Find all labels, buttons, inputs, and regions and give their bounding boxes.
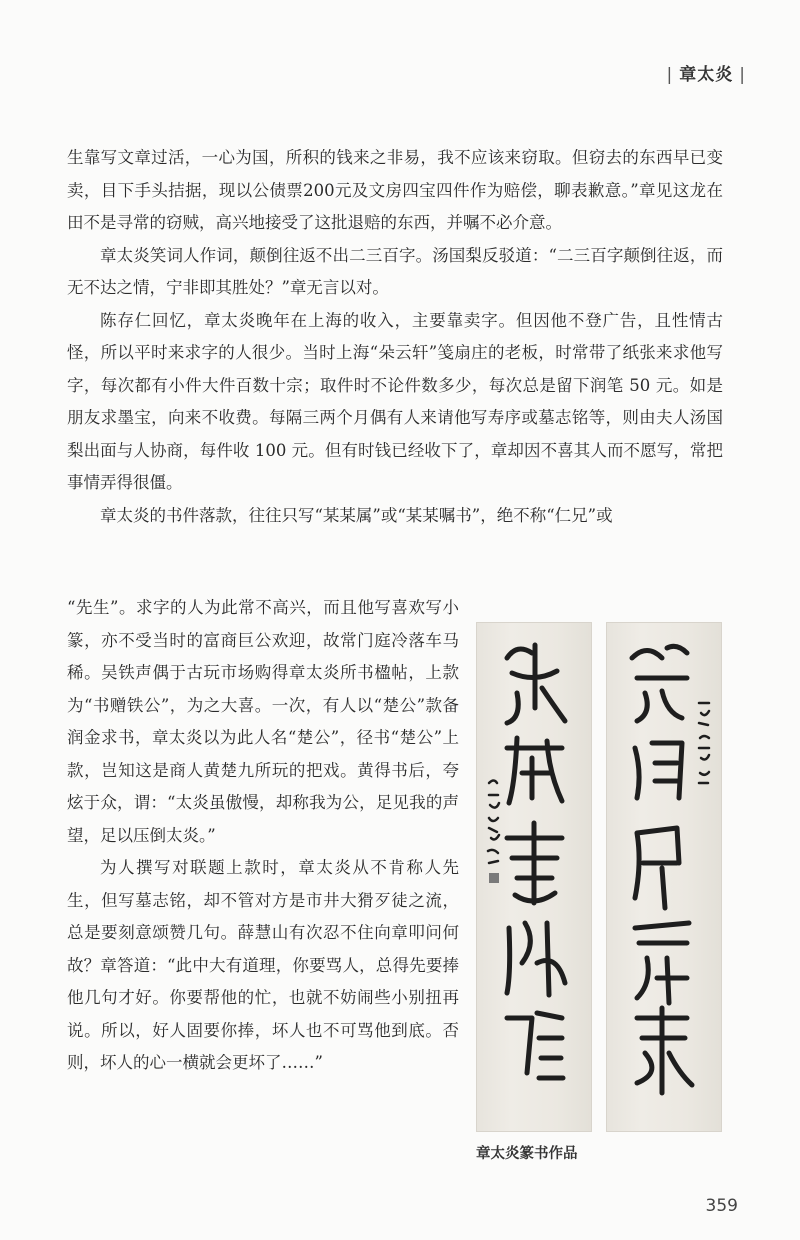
header-bar-left: |	[666, 65, 674, 85]
wrapped-text	[67, 592, 459, 1080]
paragraph-6: 为人撰写对联题上款时，章太炎从不肯称人先生，但写墓志铭，却不管对方是市井大猾歹徒之流，总是要刻意颂赞几句。薛慧山有次忍不住向章叩问何故？章答道：“此中大有道理，你要骂人，总得先要捧他几句才好。你要帮他的忙，也就不妨闹些小别扭再说。所以，好人固要你捧，坏人也不可骂他到底。否则，坏人的心一横就会更坏了……”	[67, 858, 459, 1072]
main-text	[67, 142, 723, 532]
seal-script-couplet-right	[607, 623, 721, 1131]
calligraphy-figure	[476, 622, 722, 1132]
calligraphy-scroll-left	[476, 622, 592, 1132]
paragraph-1: 生靠写文章过活，一心为国，所积的钱来之非易，我不应该来窃取。但窃去的东西早已变卖，目下手头拮据，现以公债票200元及文房四宝四件作为赔偿，聊表歉意。”章见这龙在田不是寻常的窃贼，高兴地接受了这批退赔的东西，并嘱不必介意。	[67, 148, 723, 232]
paragraph-2: 章太炎笑词人作词，颠倒往返不出二三百字。汤国梨反驳道：“二三百字颠倒往返，而无不达之情，宁非即其胜处？”章无言以对。	[67, 245, 723, 297]
header-bar-right: |	[739, 65, 746, 85]
running-header	[661, 60, 752, 85]
seal-script-couplet-left	[477, 623, 591, 1131]
calligraphy-scroll-right	[606, 622, 722, 1132]
figure-caption: 章太炎篆书作品	[476, 1146, 578, 1162]
paragraph-5: “先生”。求字的人为此常不高兴，而且他写喜欢写小篆，亦不受当时的富商巨公欢迎，故常门庭冷落车马稀。吴铁声偶于古玩市场购得章太炎所书楹帖，上款为“书赠铁公”，为之大喜。一次，有人以“楚公”款备润金求书，章太炎以为此人名“楚公”，径书“楚公”上款，岂知这是商人黄楚九所玩的把戏。黄得书后，夸炫于众，谓：“太炎虽傲慢，却称我为公，足见我的声望，足以压倒太炎。”	[67, 598, 459, 845]
header-title: 章太炎	[679, 65, 734, 85]
page-number: 359	[705, 1196, 738, 1216]
paragraph-3: 陈存仁回忆，章太炎晚年在上海的收入，主要靠卖字。但因他不登广告，且性情古怪，所以平时来求字的人很少。当时上海“朵云轩”笺扇庄的老板，时常带了纸张来求他写字，每次都有小件大件百数十宗；取件时不论件数多少，每次总是留下润笔 50 元。如是朋友求墨宝，向来不收费。每隔三两个月偶有人来请他写寿序或墓志铭等，则由夫人汤国梨出面与人协商，每件收 100 元。但有时钱已经收下了，章却因不喜其人而不愿写，常把事情弄得很僵。	[67, 310, 723, 492]
paragraph-4: 章太炎的书件落款，往往只写“某某属”或“某某嘱书”，绝不称“仁兄”或	[100, 505, 613, 525]
